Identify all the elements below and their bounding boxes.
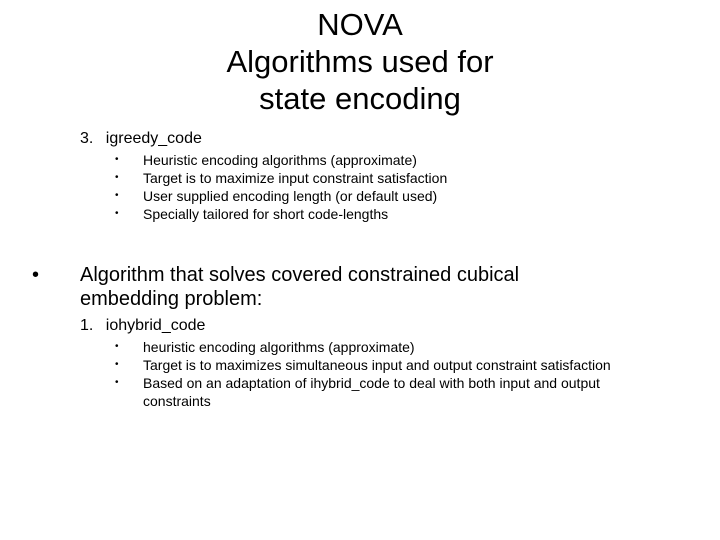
bullet-text: Based on an adaptation of ihybrid_code to deal with both input and output constraints xyxy=(143,375,600,409)
numbered-item-iohybrid xyxy=(80,316,205,335)
bullet-text: heuristic encoding algorithms (approximate) xyxy=(143,339,415,355)
list-item xyxy=(115,151,675,169)
main-bullet-text: Algorithm that solves covered constrained cubical embedding problem: xyxy=(80,264,520,310)
bullet-text: Specially tailored for short code-lengths xyxy=(143,206,389,222)
main-bullet-marker: • xyxy=(32,264,40,286)
item-number: 3. xyxy=(80,130,94,147)
list-item xyxy=(115,205,675,223)
bullet-text: Target is to maximize input constraint satisfaction xyxy=(143,170,448,186)
bullet-marker: • xyxy=(115,377,119,388)
list-item xyxy=(115,374,645,410)
bullet-marker: • xyxy=(115,190,119,201)
numbered-item-igreedy xyxy=(80,129,202,148)
list-item xyxy=(115,187,675,205)
bullet-marker: • xyxy=(115,359,119,370)
title-line-2: Algorithms used for xyxy=(226,44,494,79)
item-label: igreedy_code xyxy=(105,130,202,147)
list-item xyxy=(115,338,645,356)
bullet-marker: • xyxy=(115,172,119,183)
bullet-text: Target is to maximizes simultaneous input and output constraint satisfaction xyxy=(143,357,611,373)
list-item xyxy=(115,356,645,374)
bullet-marker: • xyxy=(115,208,119,219)
title-line-1: NOVA xyxy=(317,7,403,42)
list-item xyxy=(115,169,675,187)
bullet-marker: • xyxy=(115,341,119,352)
bullet-marker: • xyxy=(115,154,119,165)
bullet-text: User supplied encoding length (or default used) xyxy=(143,188,438,204)
bullet-text: Heuristic encoding algorithms (approximate) xyxy=(143,152,417,168)
title-line-3: state encoding xyxy=(259,81,461,116)
igreedy-bullet-list xyxy=(115,151,675,223)
slide-title xyxy=(150,6,570,117)
iohybrid-bullet-list xyxy=(115,338,645,410)
item-label: iohybrid_code xyxy=(105,317,206,334)
item-number: 1. xyxy=(80,317,94,334)
